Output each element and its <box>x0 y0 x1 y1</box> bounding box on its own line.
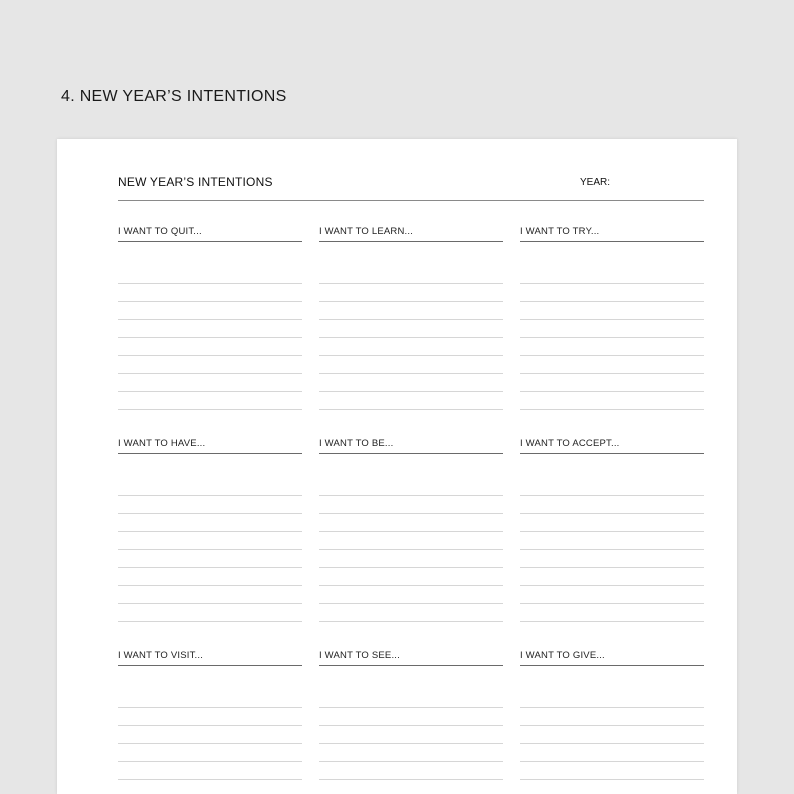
writing-line <box>319 743 503 744</box>
writing-line <box>118 621 302 622</box>
writing-line <box>520 549 704 550</box>
writing-line <box>118 531 302 532</box>
section-have <box>118 438 302 454</box>
writing-line <box>118 409 302 410</box>
writing-line <box>118 761 302 762</box>
writing-line <box>520 743 704 744</box>
writing-line <box>319 707 503 708</box>
writing-line <box>118 567 302 568</box>
writing-line <box>118 725 302 726</box>
sheet-header <box>118 169 704 201</box>
writing-line <box>319 779 503 780</box>
section-give <box>520 650 704 666</box>
section-try <box>520 226 704 242</box>
writing-line <box>319 761 503 762</box>
writing-line <box>319 621 503 622</box>
planner-sheet <box>57 139 737 794</box>
writing-line <box>118 707 302 708</box>
writing-line <box>319 283 503 284</box>
writing-line <box>118 495 302 496</box>
writing-line <box>520 337 704 338</box>
writing-line <box>319 355 503 356</box>
writing-line <box>118 337 302 338</box>
writing-line <box>319 725 503 726</box>
writing-line <box>319 373 503 374</box>
writing-line <box>118 513 302 514</box>
writing-line <box>118 373 302 374</box>
section-label: I WANT TO HAVE... <box>118 438 302 454</box>
writing-line <box>319 301 503 302</box>
writing-line <box>520 779 704 780</box>
sheet-title: NEW YEAR’S INTENTIONS <box>118 175 273 189</box>
writing-line <box>118 391 302 392</box>
writing-line <box>319 567 503 568</box>
section-label: I WANT TO ACCEPT... <box>520 438 704 454</box>
writing-line <box>118 603 302 604</box>
writing-line <box>520 707 704 708</box>
section-be <box>319 438 503 454</box>
writing-line <box>118 301 302 302</box>
writing-line <box>118 283 302 284</box>
section-label: I WANT TO LEARN... <box>319 226 503 242</box>
writing-line <box>520 319 704 320</box>
writing-line <box>520 531 704 532</box>
writing-line <box>520 603 704 604</box>
writing-line <box>520 409 704 410</box>
section-label: I WANT TO TRY... <box>520 226 704 242</box>
writing-line <box>319 495 503 496</box>
writing-line <box>319 585 503 586</box>
section-label: I WANT TO VISIT... <box>118 650 302 666</box>
writing-line <box>118 743 302 744</box>
section-label: I WANT TO GIVE... <box>520 650 704 666</box>
page-caption: 4. NEW YEAR’S INTENTIONS <box>61 88 287 105</box>
writing-line <box>520 585 704 586</box>
writing-line <box>520 355 704 356</box>
section-visit <box>118 650 302 666</box>
writing-line <box>520 391 704 392</box>
writing-line <box>319 319 503 320</box>
writing-line <box>319 603 503 604</box>
section-accept <box>520 438 704 454</box>
writing-line <box>520 621 704 622</box>
writing-line <box>520 567 704 568</box>
writing-line <box>319 337 503 338</box>
writing-line <box>319 391 503 392</box>
writing-line <box>520 761 704 762</box>
writing-line <box>520 301 704 302</box>
writing-line <box>520 513 704 514</box>
writing-line <box>118 585 302 586</box>
writing-line <box>520 725 704 726</box>
section-label: I WANT TO QUIT... <box>118 226 302 242</box>
writing-line <box>520 283 704 284</box>
section-label: I WANT TO SEE... <box>319 650 503 666</box>
writing-line <box>319 549 503 550</box>
year-field-label: YEAR: <box>580 177 611 188</box>
writing-line <box>319 531 503 532</box>
section-see <box>319 650 503 666</box>
writing-line <box>520 495 704 496</box>
section-learn <box>319 226 503 242</box>
section-label: I WANT TO BE... <box>319 438 503 454</box>
writing-line <box>118 549 302 550</box>
writing-line <box>118 319 302 320</box>
writing-line <box>319 409 503 410</box>
writing-line <box>319 513 503 514</box>
section-quit <box>118 226 302 242</box>
writing-line <box>118 779 302 780</box>
writing-line <box>118 355 302 356</box>
writing-line <box>520 373 704 374</box>
